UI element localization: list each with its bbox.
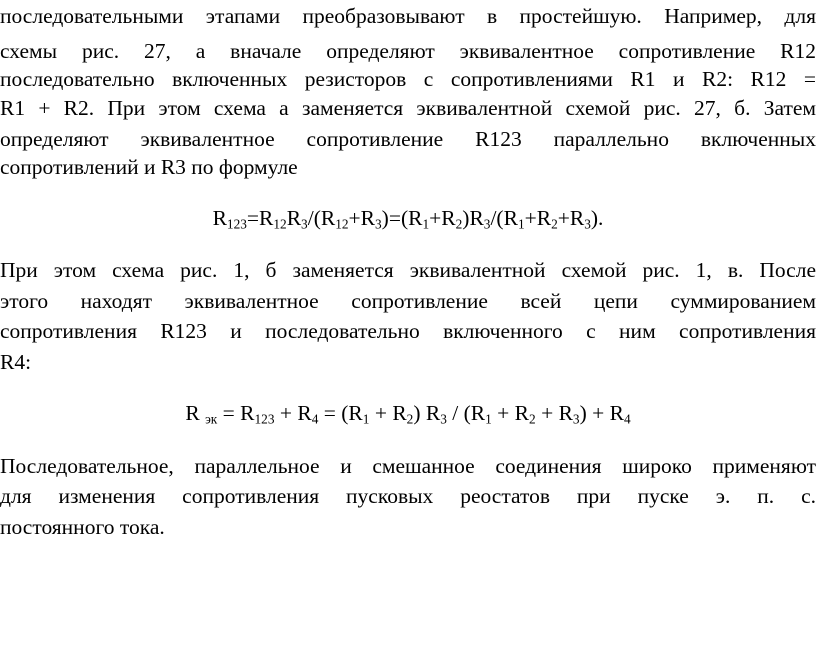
- formula-text: + R: [535, 401, 573, 425]
- formula-subscript: 1: [422, 216, 430, 232]
- paragraph-line: постоянного тока.: [0, 515, 165, 539]
- formula-text: = (R: [318, 401, 363, 425]
- formula-text: ).: [590, 206, 604, 230]
- formula-r-ek: [0, 398, 816, 428]
- formula-subscript: 4: [623, 411, 631, 427]
- paragraph-line: сопротивлений и R3 по формуле: [0, 155, 298, 179]
- formula-text: + R: [369, 401, 407, 425]
- paragraph-line: последовательными этапами преобразовывают в простейшую. Например, для: [0, 4, 816, 28]
- formula-subscript: 3: [483, 216, 491, 232]
- formula-text: ) + R: [579, 401, 624, 425]
- formula-text: +R: [557, 206, 585, 230]
- paragraph-line: последовательно включенных резисторов с сопротивлениями R1 и R2: R12 =: [0, 67, 816, 91]
- formula-text: /(R: [490, 206, 518, 230]
- formula-text: / (R: [446, 401, 486, 425]
- formula-subscript: 2: [551, 216, 558, 232]
- paragraph-line: Последовательное, параллельное и смешанное соединения широко применяют: [0, 454, 816, 478]
- paragraph-line: R4:: [0, 350, 32, 374]
- formula-subscript: 1: [517, 216, 525, 232]
- formula-text: +R: [524, 206, 552, 230]
- paragraph-line: сопротивления R123 и последовательно включенного с ним сопротивления: [0, 319, 816, 343]
- formula-text: ) R: [413, 401, 441, 425]
- formula-subscript: 123: [226, 216, 247, 232]
- formula-text: R: [212, 206, 227, 230]
- formula-text: R: [286, 206, 302, 230]
- formula-r123: [0, 203, 816, 233]
- formula-text: )=(R: [381, 206, 423, 230]
- paragraph-line: R1 + R2. При этом схема а заменяется эквивалентной схемой рис. 27, б. Затем: [0, 96, 816, 120]
- paragraph-line: определяют эквивалентное сопротивление R123 параллельно включенных: [0, 127, 816, 151]
- paragraph-line: этого находят эквивалентное сопротивление всей цепи суммированием: [0, 289, 816, 313]
- formula-subscript: эк: [205, 411, 218, 427]
- formula-subscript: 1: [485, 411, 492, 427]
- formula-text: + R: [274, 401, 312, 425]
- formula-subscript: 4: [311, 411, 319, 427]
- formula-text: /(R: [307, 206, 336, 230]
- formula-subscript: 2: [455, 216, 463, 232]
- formula-subscript: 3: [572, 411, 580, 427]
- formula-subscript: 12: [273, 216, 287, 232]
- formula-subscript: 2: [529, 411, 536, 427]
- formula-text: + R: [491, 401, 530, 425]
- paragraph-line: схемы рис. 27, а вначале определяют эквивалентное сопротивление R12: [0, 39, 816, 63]
- formula-text: = R: [217, 401, 255, 425]
- formula-subscript: 123: [254, 411, 275, 427]
- formula-subscript: 12: [335, 216, 349, 232]
- formula-text: =R: [246, 206, 274, 230]
- formula-subscript: 3: [375, 216, 382, 232]
- paragraph-line: для изменения сопротивления пусковых реостатов при пуске э. п. с.: [0, 484, 816, 508]
- formula-subscript: 3: [584, 216, 591, 232]
- formula-subscript: 1: [362, 411, 370, 427]
- formula-subscript: 3: [440, 411, 447, 427]
- formula-text: R: [185, 401, 206, 425]
- formula-text: +R: [348, 206, 375, 230]
- formula-subscript: 3: [301, 216, 308, 232]
- formula-subscript: 2: [406, 411, 414, 427]
- formula-text: )R: [462, 206, 484, 230]
- formula-text: +R: [429, 206, 456, 230]
- paragraph-line: При этом схема рис. 1, б заменяется эквивалентной схемой рис. 1, в. После: [0, 258, 816, 282]
